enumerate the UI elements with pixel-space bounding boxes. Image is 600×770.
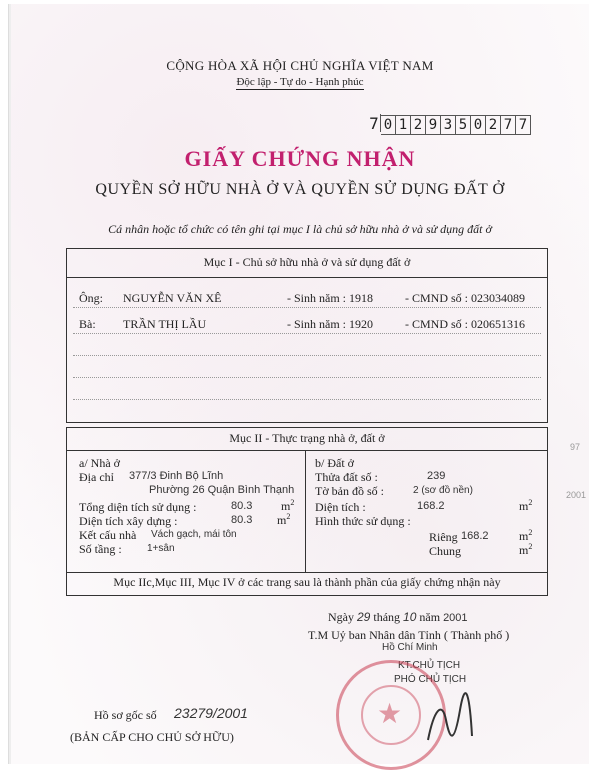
serial-digit: 9 — [426, 115, 441, 135]
address-label: Địa chỉ — [79, 470, 114, 484]
dotted-line — [73, 399, 541, 400]
land-area-value: 168.2 — [417, 500, 445, 512]
private-label: Riêng — [429, 530, 458, 544]
unit: m — [519, 529, 529, 543]
intro-text: Cá nhân hoặc tổ chức có tên ghi tại mục I là chủ sở hữu nhà ở và sử dụng đất ở — [108, 222, 492, 236]
owner-title: Ông: — [79, 291, 103, 305]
certificate-subtitle: QUYỀN SỞ HỮU NHÀ Ở VÀ QUYỀN SỬ DỤNG ĐẤT Ở — [95, 181, 505, 198]
authority-line2: Hồ Chí Minh — [382, 642, 438, 653]
unit: m — [281, 499, 291, 513]
authority-line1: T.M Uỷ ban Nhân dân Tỉnh ( Thành phố ) — [308, 628, 510, 642]
official-seal: ★ — [336, 660, 446, 770]
serial-digit: 2 — [486, 115, 501, 135]
address-line1: 377/3 Đinh Bộ Lĩnh — [129, 470, 224, 482]
shared-label: Chung — [429, 544, 462, 558]
lot-value: 239 — [427, 470, 446, 482]
margin-note: 97 — [570, 442, 581, 452]
floor-area-unit: $m^2$ — [281, 498, 295, 513]
serial-digit: 5 — [456, 115, 471, 135]
serial-first-digit: 7 — [369, 114, 379, 133]
map-label: Tờ bản đồ số : — [315, 484, 385, 498]
margin-note: 2001 — [566, 490, 587, 500]
dotted-line — [73, 377, 541, 378]
serial-digit: 0 — [381, 115, 396, 135]
certificate-title: GIẤY CHỨNG NHẬN — [184, 146, 416, 171]
record-label: Hồ sơ gốc số — [94, 708, 157, 722]
serial-number — [368, 114, 531, 135]
owner-id: - CMND số : 020651316 — [405, 317, 526, 331]
unit: m — [519, 499, 529, 513]
land-area-unit: $m^2$ — [519, 498, 533, 513]
owner-birth: - Sinh năm : 1918 — [287, 291, 373, 305]
record-value: 23279/2001 — [174, 705, 248, 721]
owner-birth: - Sinh năm : 1920 — [287, 317, 373, 331]
serial-digit: 3 — [441, 115, 456, 135]
authority-line3: KT.CHỦ TỊCH — [398, 660, 461, 671]
month-label: tháng — [373, 610, 401, 624]
floors-label: Số tầng : — [79, 542, 122, 556]
month-value: 10 — [403, 610, 417, 624]
owner-title: Bà: — [79, 317, 96, 331]
owner-id: - CMND số : 023034089 — [405, 291, 526, 305]
land-label: b/ Đất ở — [315, 456, 355, 470]
serial-digit: 2 — [411, 115, 426, 135]
section-property-heading: Mục II - Thực trạng nhà ở, đất ở — [67, 428, 547, 451]
land-area-label: Diện tích : — [315, 500, 366, 514]
private-value: 168.2 — [461, 530, 489, 542]
motto-text: Độc lập - Tự do - Hạnh phúc — [236, 76, 364, 88]
serial-digit: 7 — [516, 115, 531, 135]
serial-digit: 7 — [501, 115, 516, 135]
floor-area-value: 80.3 — [231, 500, 253, 512]
built-area-label: Diện tích xây dựng : — [79, 514, 178, 528]
section-owners — [66, 248, 548, 423]
column-divider — [305, 450, 306, 572]
motto — [0, 76, 600, 88]
owner-name: NGUYỄN VĂN XÊ — [123, 291, 222, 305]
map-value: 2 (sơ đồ nền) — [413, 485, 473, 496]
day-value: 29 — [357, 610, 371, 624]
shared-unit: $m^2$ — [519, 542, 533, 557]
republic-heading: CỘNG HÒA XÃ HỘI CHỦ NGHĨA VIỆT NAM — [166, 58, 434, 73]
year-value: 2001 — [443, 612, 468, 624]
private-unit: $m^2$ — [519, 528, 533, 543]
lot-label: Thửa đất số : — [315, 470, 378, 484]
footer-note: Mục IIc,Mục III, Mục IV ở các trang sau là thành phần của giấy chứng nhận này — [66, 571, 548, 596]
structure-value: Vách gạch, mái tôn — [151, 529, 237, 540]
section-property — [66, 427, 548, 573]
serial-digit: 1 — [396, 115, 411, 135]
year-label: năm — [419, 610, 441, 624]
built-area-value: 80.3 — [231, 514, 253, 526]
authority-line4: PHÓ CHỦ TỊCH — [394, 674, 467, 685]
floors-value: 1+sân — [147, 543, 175, 554]
address-line2: Phường 26 Quận Bình Thạnh — [149, 484, 295, 496]
unit: m — [277, 513, 287, 527]
floor-area-label: Tổng diện tích sử dụng : — [79, 500, 197, 514]
built-area-unit: $m^2$ — [277, 512, 291, 527]
day-label: Ngày — [328, 610, 354, 624]
house-label: a/ Nhà ở — [79, 456, 120, 470]
owner-name: TRẦN THỊ LẦU — [123, 317, 207, 331]
unit: m — [519, 543, 529, 557]
dotted-line — [73, 333, 541, 334]
serial-digit: 0 — [471, 115, 486, 135]
usage-label: Hình thức sử dụng : — [315, 514, 411, 528]
dotted-line — [73, 355, 541, 356]
section-owners-heading: Mục I - Chủ sở hữu nhà ở và sử dụng đất ở — [67, 249, 547, 278]
issue-date — [328, 610, 468, 625]
structure-label: Kết cấu nhà — [79, 528, 137, 542]
signature-icon — [420, 690, 480, 750]
copy-note: (BẢN CẤP CHO CHỦ SỞ HỮU) — [70, 730, 234, 744]
dotted-line — [73, 307, 541, 308]
